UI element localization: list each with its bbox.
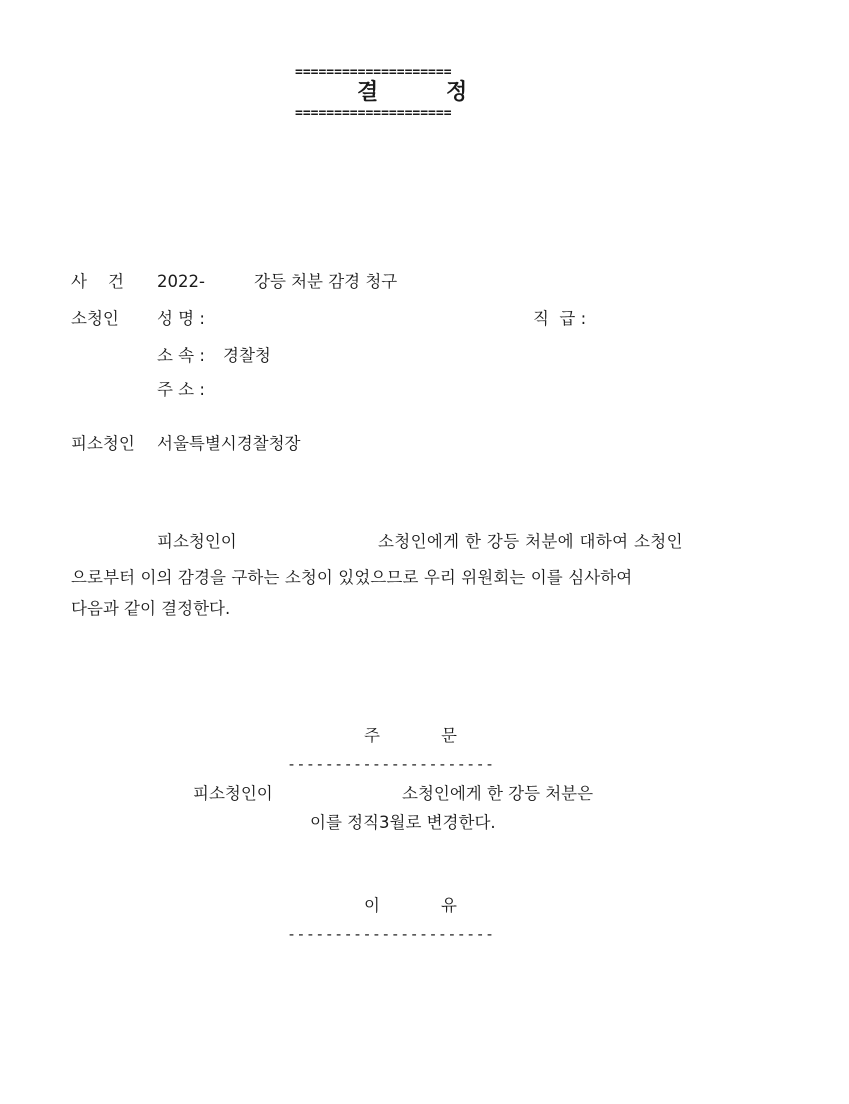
case-subject: 강등 처분 감경 청구: [254, 272, 398, 291]
respondent-label: 피소청인: [71, 434, 135, 453]
respondent-value: 서울특별시경찰청장: [157, 434, 301, 453]
case-label-char-1: 사: [71, 272, 87, 291]
case-number: 2022-: [157, 272, 205, 291]
reason-heading-char-1: 이: [364, 896, 380, 915]
order-line-1-start: 피소청인이: [193, 784, 273, 803]
reason-heading-char-2: 유: [441, 896, 457, 915]
petitioner-affiliation-value: 경찰청: [223, 346, 271, 365]
body-line-2: 으로부터 이의 감경을 구하는 소청이 있었으므로 우리 위원회는 이를 심사하여: [71, 568, 633, 587]
document-title-char-1: 결: [357, 80, 379, 105]
order-heading-char-2: 문: [441, 726, 457, 745]
order-line-1-end: 소청인에게 한 강등 처분은: [402, 784, 594, 803]
petitioner-affiliation-label: 소 속 :: [157, 346, 205, 365]
reason-rule: ----------------------: [287, 925, 495, 943]
petitioner-rank-label: 직 급 :: [533, 309, 587, 328]
petitioner-name-label: 성 명 :: [157, 309, 205, 328]
petitioner-label: 소청인: [71, 309, 119, 328]
order-heading-char-1: 주: [364, 726, 380, 745]
title-rule-bottom: ====================: [295, 106, 452, 121]
document-title-char-2: 정: [446, 80, 468, 105]
case-label-char-2: 건: [108, 272, 124, 291]
body-line-1-start: 피소청인이: [157, 532, 237, 551]
order-line-2: 이를 정직3월로 변경한다.: [310, 813, 496, 832]
body-line-3: 다음과 같이 결정한다.: [71, 599, 231, 618]
title-rule-top: ====================: [295, 65, 452, 80]
order-rule: ----------------------: [287, 755, 495, 773]
body-line-1-end: 소청인에게 한 강등 처분에 대하여 소청인: [378, 532, 683, 551]
petitioner-address-label: 주 소 :: [157, 380, 205, 399]
